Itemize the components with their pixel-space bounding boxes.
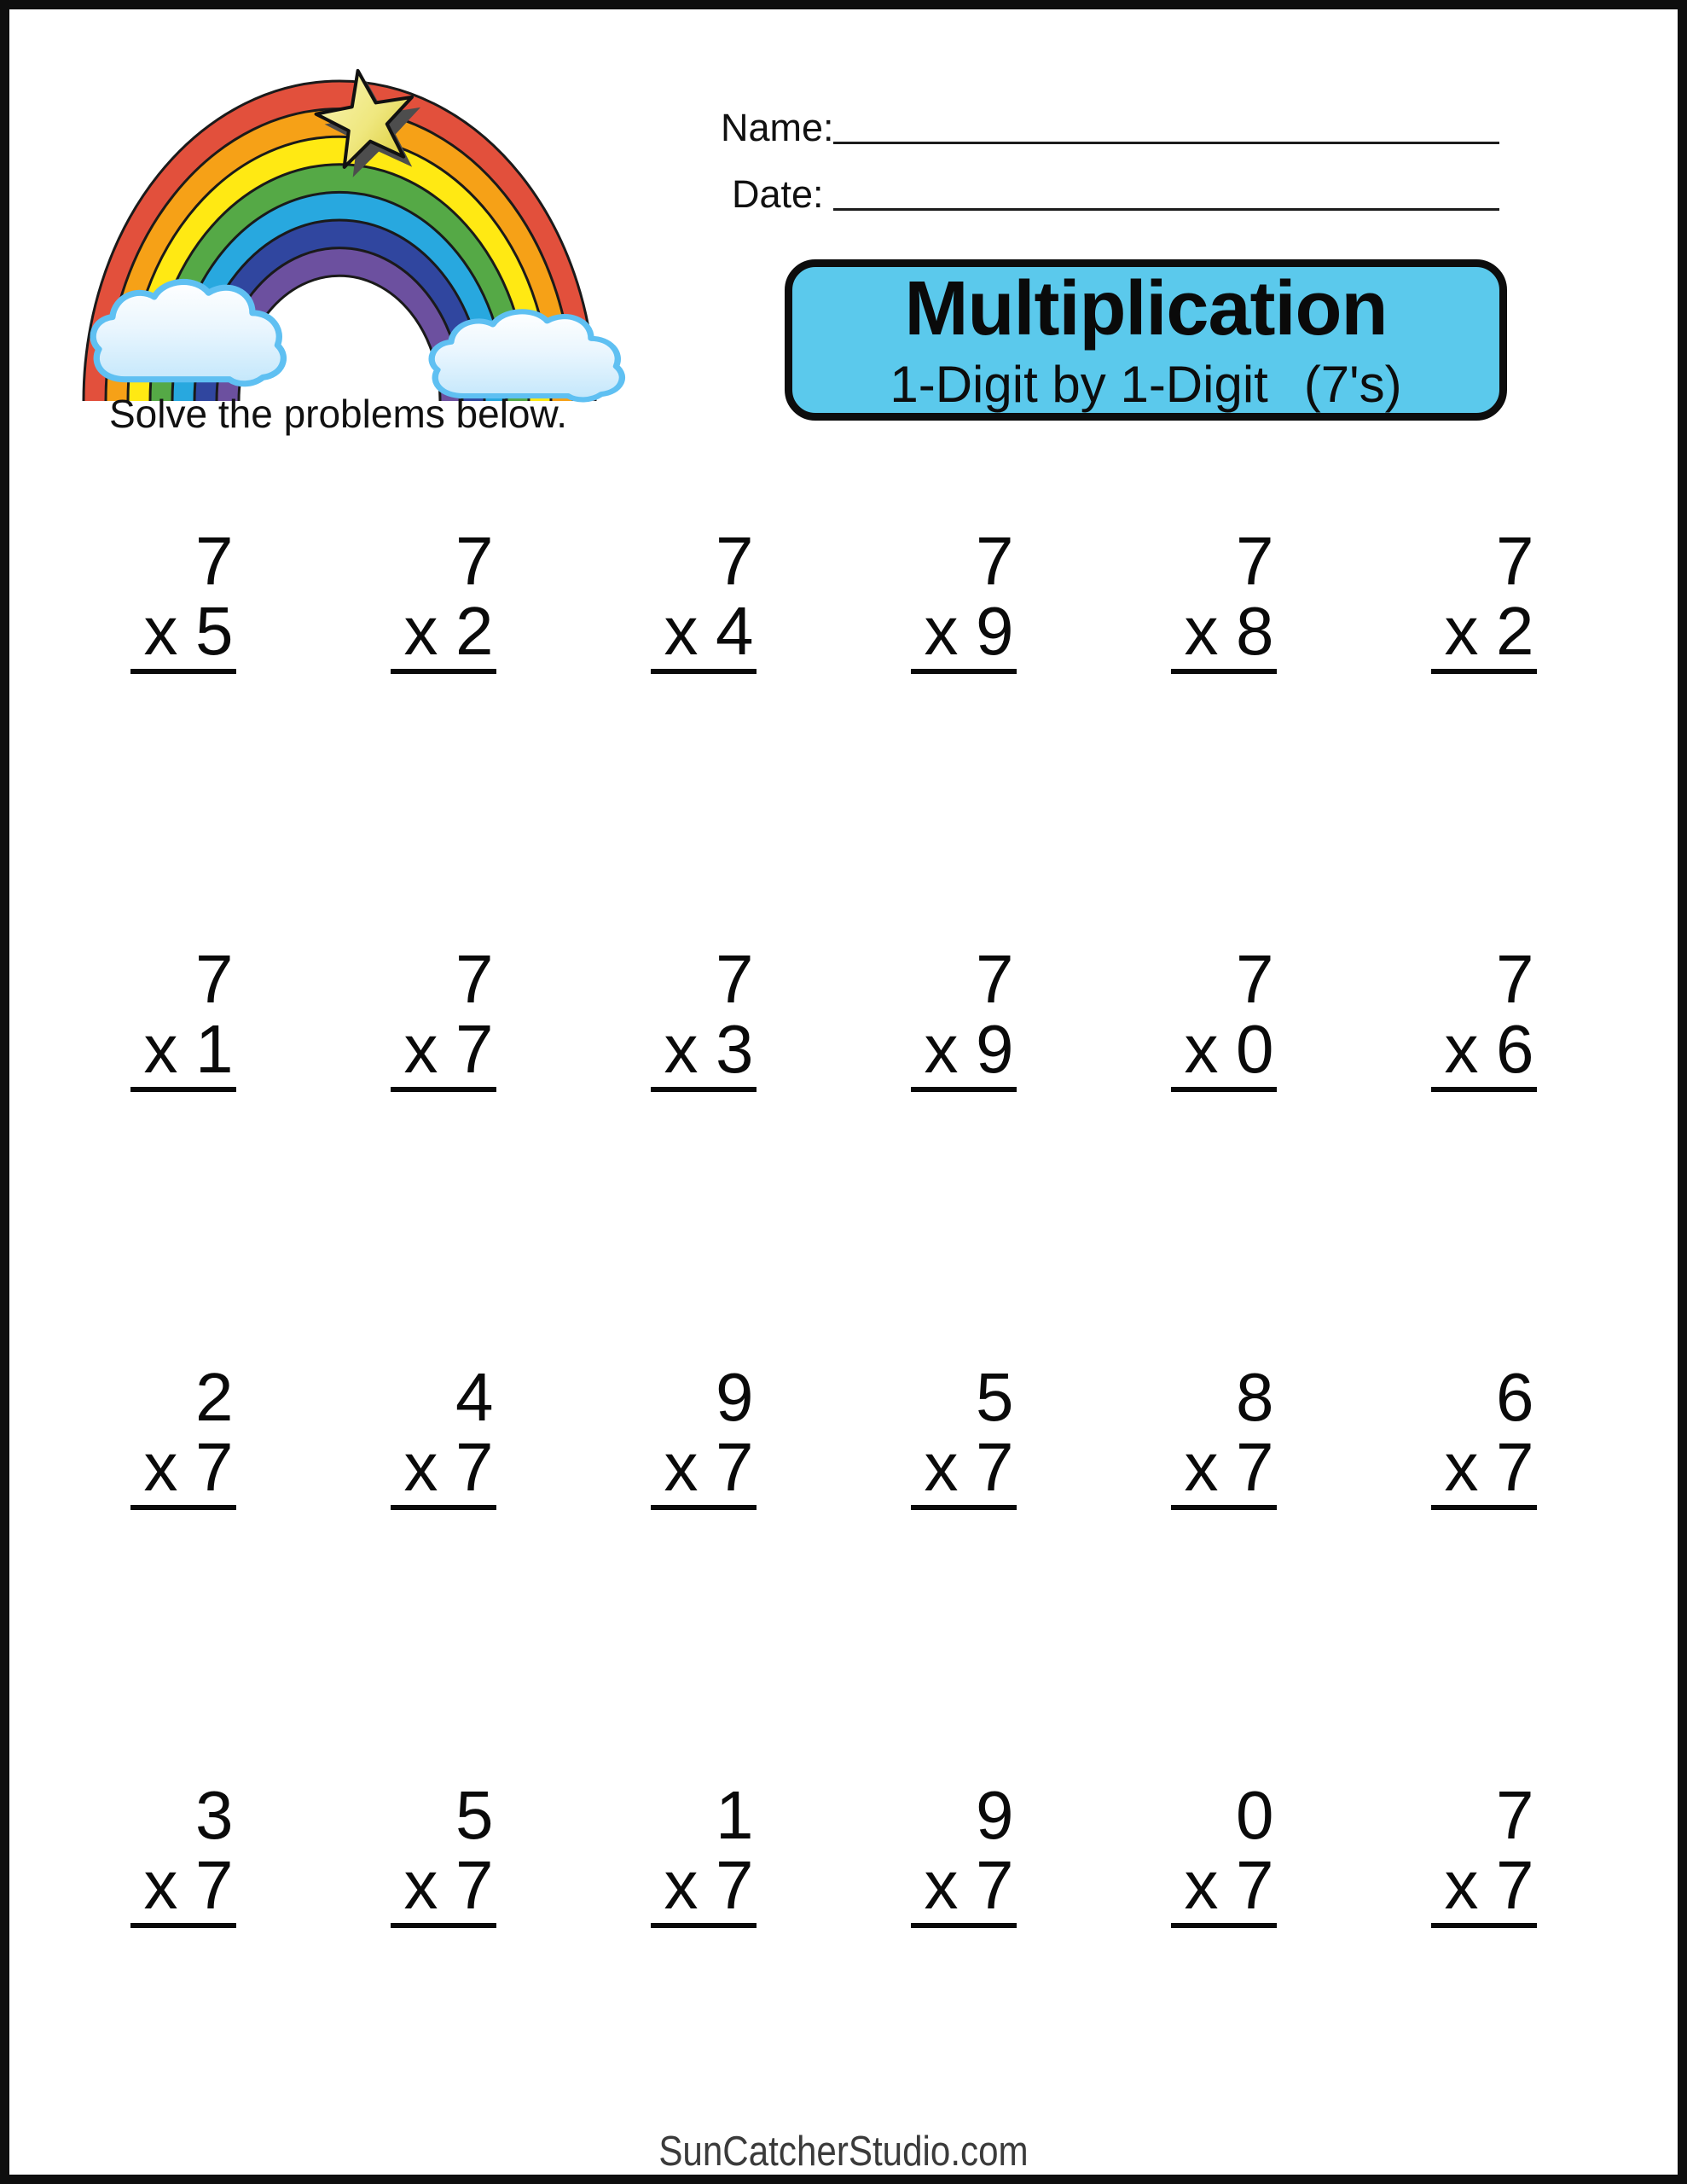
answer-line xyxy=(391,1087,496,1092)
multiplication-problem xyxy=(1354,941,1614,1092)
multiplication-problem xyxy=(1093,1777,1354,1928)
multiplicand: 9 xyxy=(716,1359,754,1435)
problem-row xyxy=(53,1359,1614,1510)
multiplier: 1 xyxy=(195,1011,234,1087)
multiplication-problem xyxy=(53,523,313,674)
multiplicand: 0 xyxy=(1236,1777,1274,1853)
answer-line xyxy=(911,1923,1017,1928)
multiply-sign: x xyxy=(924,593,959,669)
multiplier: 7 xyxy=(716,1429,754,1505)
multiplier: 2 xyxy=(1496,593,1534,669)
multiplication-problem xyxy=(833,941,1093,1092)
multiplier: 7 xyxy=(455,1847,494,1923)
multiplicand: 1 xyxy=(716,1777,754,1853)
date-blank-line xyxy=(833,171,1499,211)
name-blank-line xyxy=(833,104,1499,144)
multiplication-problem xyxy=(1093,523,1354,674)
multiplicand: 7 xyxy=(1496,1777,1534,1853)
multiply-sign: x xyxy=(143,1429,178,1505)
multiply-sign: x xyxy=(1184,1847,1219,1923)
answer-line xyxy=(391,1923,496,1928)
multiplier: 7 xyxy=(1236,1847,1274,1923)
multiplier: 7 xyxy=(976,1847,1014,1923)
multiply-sign: x xyxy=(143,1011,178,1087)
worksheet-title: Multiplication xyxy=(904,265,1388,351)
answer-line xyxy=(1171,1505,1277,1510)
multiplicand: 6 xyxy=(1496,1359,1534,1435)
multiplicand: 8 xyxy=(1236,1359,1274,1435)
answer-line xyxy=(651,1923,757,1928)
date-label: Date: xyxy=(732,172,824,216)
multiply-sign: x xyxy=(664,1847,699,1923)
answer-line xyxy=(651,1087,757,1092)
multiply-sign: x xyxy=(664,593,699,669)
multiplicand: 7 xyxy=(195,941,234,1017)
subtitle-digits-text: 1-Digit by 1-Digit xyxy=(890,355,1268,413)
multiplication-problem xyxy=(573,1359,833,1510)
multiplicand: 7 xyxy=(976,523,1014,599)
multiplicand: 9 xyxy=(976,1777,1014,1853)
multiplication-problem xyxy=(53,1359,313,1510)
answer-line xyxy=(911,1505,1017,1510)
multiplication-problem xyxy=(53,941,313,1092)
multiply-sign: x xyxy=(143,1847,178,1923)
multiplicand: 7 xyxy=(716,941,754,1017)
multiply-sign: x xyxy=(1184,593,1219,669)
multiplication-problem xyxy=(573,1777,833,1928)
answer-line xyxy=(391,669,496,674)
multiply-sign: x xyxy=(403,1847,438,1923)
multiplier: 7 xyxy=(976,1429,1014,1505)
multiplier: 4 xyxy=(716,593,754,669)
multiplier: 9 xyxy=(976,593,1014,669)
problem-row xyxy=(53,941,1614,1092)
multiplicand: 5 xyxy=(976,1359,1014,1435)
multiplier: 7 xyxy=(455,1011,494,1087)
answer-line xyxy=(651,669,757,674)
multiply-sign: x xyxy=(403,1011,438,1087)
multiplier: 7 xyxy=(716,1847,754,1923)
title-box xyxy=(785,259,1507,421)
multiplier: 5 xyxy=(195,593,234,669)
multiplier: 7 xyxy=(1236,1429,1274,1505)
multiplicand: 2 xyxy=(195,1359,234,1435)
answer-line xyxy=(1171,1923,1277,1928)
multiplier: 7 xyxy=(195,1429,234,1505)
multiply-sign: x xyxy=(664,1011,699,1087)
answer-line xyxy=(130,1087,236,1092)
multiply-sign: x xyxy=(1184,1429,1219,1505)
multiply-sign: x xyxy=(143,593,178,669)
multiplication-problem xyxy=(1354,1777,1614,1928)
name-label: Name: xyxy=(721,106,834,149)
multiplicand: 7 xyxy=(455,941,494,1017)
instruction-text: Solve the problems below. xyxy=(109,392,567,436)
answer-line xyxy=(391,1505,496,1510)
multiplier: 7 xyxy=(1496,1847,1534,1923)
answer-line xyxy=(130,1505,236,1510)
rainbow-illustration xyxy=(77,68,640,410)
answer-line xyxy=(651,1505,757,1510)
multiply-sign: x xyxy=(1184,1011,1219,1087)
multiply-sign: x xyxy=(1444,1429,1479,1505)
answer-line xyxy=(1431,1923,1537,1928)
multiplication-problem xyxy=(313,1359,573,1510)
multiplication-problem xyxy=(313,523,573,674)
cloud-right-icon xyxy=(432,311,622,399)
answer-line xyxy=(1431,1087,1537,1092)
multiplication-problem xyxy=(313,941,573,1092)
multiplier: 7 xyxy=(1496,1429,1534,1505)
multiplication-problem xyxy=(573,523,833,674)
problem-row xyxy=(53,523,1614,674)
multiplicand: 7 xyxy=(1496,523,1534,599)
footer-site-text: SunCatcherStudio.com xyxy=(658,2129,1029,2175)
multiplier: 0 xyxy=(1236,1011,1274,1087)
multiplication-problem xyxy=(833,1777,1093,1928)
multiplier: 2 xyxy=(455,593,494,669)
multiplication-problem xyxy=(1354,1359,1614,1510)
multiplication-problem xyxy=(833,523,1093,674)
multiplicand: 4 xyxy=(455,1359,494,1435)
multiplicand: 7 xyxy=(716,523,754,599)
multiplicand: 7 xyxy=(1496,941,1534,1017)
multiplication-problem xyxy=(313,1777,573,1928)
multiplicand: 7 xyxy=(455,523,494,599)
answer-line xyxy=(1431,669,1537,674)
multiply-sign: x xyxy=(924,1011,959,1087)
multiply-sign: x xyxy=(664,1429,699,1505)
multiplier: 8 xyxy=(1236,593,1274,669)
multiplicand: 7 xyxy=(1236,523,1274,599)
answer-line xyxy=(911,669,1017,674)
answer-line xyxy=(130,669,236,674)
multiplier: 7 xyxy=(195,1847,234,1923)
multiply-sign: x xyxy=(403,1429,438,1505)
multiplicand: 7 xyxy=(1236,941,1274,1017)
multiply-sign: x xyxy=(1444,1847,1479,1923)
multiplier: 7 xyxy=(455,1429,494,1505)
multiplication-problem xyxy=(833,1359,1093,1510)
multiplicand: 7 xyxy=(976,941,1014,1017)
multiplication-problem xyxy=(1093,1359,1354,1510)
answer-line xyxy=(1171,1087,1277,1092)
multiplication-problem xyxy=(1354,523,1614,674)
multiplier: 3 xyxy=(716,1011,754,1087)
multiply-sign: x xyxy=(924,1429,959,1505)
worksheet-subtitle xyxy=(890,355,1402,413)
multiply-sign: x xyxy=(403,593,438,669)
multiply-sign: x xyxy=(1444,1011,1479,1087)
problem-row xyxy=(53,1777,1614,1928)
multiplicand: 3 xyxy=(195,1777,234,1853)
multiplicand: 5 xyxy=(455,1777,494,1853)
answer-line xyxy=(130,1923,236,1928)
answer-line xyxy=(1431,1505,1537,1510)
multiplicand: 7 xyxy=(195,523,234,599)
multiplier: 6 xyxy=(1496,1011,1534,1087)
multiply-sign: x xyxy=(924,1847,959,1923)
multiplication-problem xyxy=(573,941,833,1092)
answer-line xyxy=(1171,669,1277,674)
multiplication-problem xyxy=(53,1777,313,1928)
subtitle-set-text: (7's) xyxy=(1303,355,1402,413)
multiplication-problem xyxy=(1093,941,1354,1092)
answer-line xyxy=(911,1087,1017,1092)
multiply-sign: x xyxy=(1444,593,1479,669)
multiplier: 9 xyxy=(976,1011,1014,1087)
